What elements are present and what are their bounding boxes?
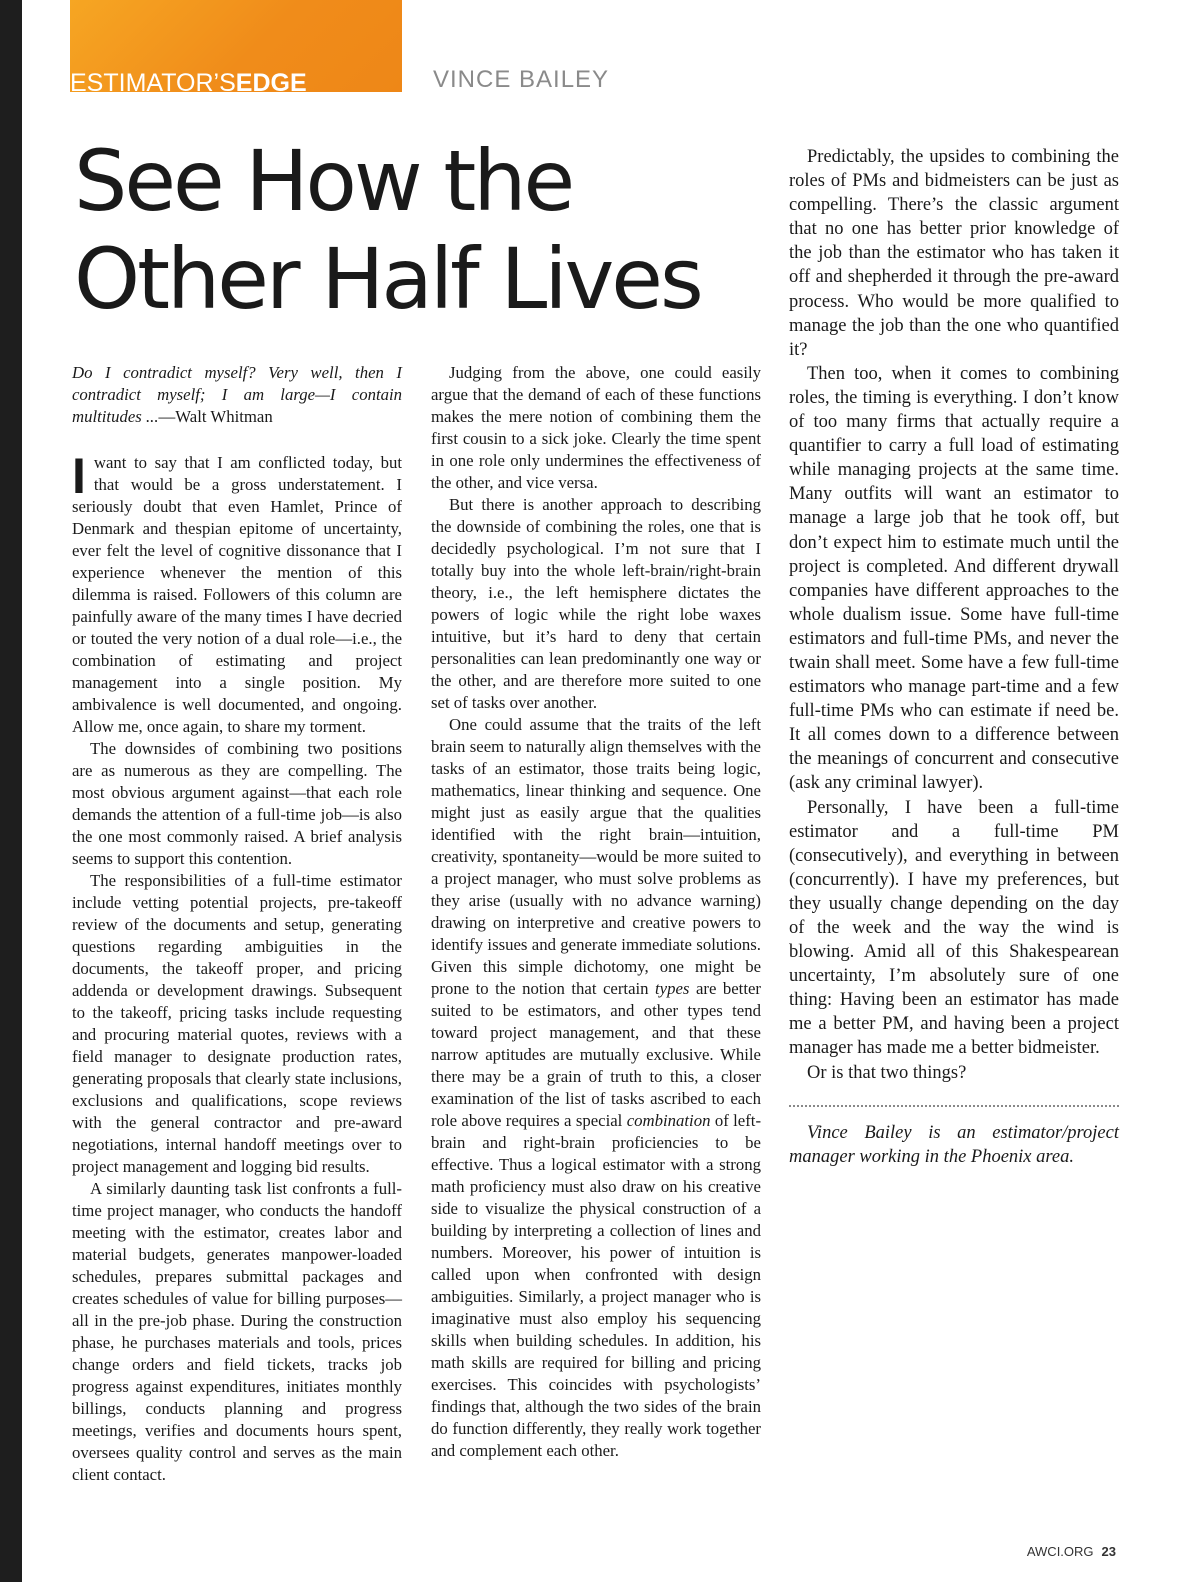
page-footer [1027, 1544, 1116, 1559]
text-column-3 [789, 145, 1119, 1169]
paragraph-7 [431, 714, 761, 1462]
paragraph-4: A similarly daunting task list confronts a full-time project manager, who conducts the handoff meeting with the estimator, creates labor and material budgets, generates manpower-loaded schedules, prepares submittal packages and creates schedules of value for billing purposes—all in the pre-job phase. During the construction phase, he purchases materials and tools, prices change orders and field tickets, tracks job progress against expenditures, initiates monthly billings, conducts planning and progress meetings, verifies and documents hours spent, oversees quality control and serves as the main client contact. [72, 1179, 402, 1484]
epigraph [72, 362, 402, 428]
paragraph-1 [72, 448, 402, 738]
paragraph-2: The downsides of combining two positions are as numerous as they are compelling. The most obvious argument against—that each role demands the attention of a full-time job—is also the one most commonly raised. A brief analysis seems to support this contention. [72, 739, 402, 868]
page-number: 23 [1101, 1544, 1116, 1559]
paragraph-8: Predictably, the upsides to combining the roles of PMs and bidmeisters can be just as compelling. There’s the classic argument that no one has better prior knowledge of the job than the estimator who has taken it off and shepherded it through the pre-award process. Who would be more qualified to manage the job than the one who quantified it? [789, 147, 1119, 360]
paragraph-1-text: want to say that I am conflicted today, but that would be a gross understatement. I seriously doubt that even Hamlet, Prince of Denmark and thespian epitome of uncertainty, ever felt the level of cognitive dissonance that I experience whenever the mention of this dilemma is raised. Followers of this column are painfully aware of the many times I have decried or touted the very notion of a dual role—i.e., the combination of estimating and project management into a single position. My ambivalence is well documented, and ongoing. Allow me, once again, to share my torment. [72, 453, 402, 736]
headline-line2: Other Half Lives [74, 230, 701, 328]
epigraph-attribution: —Walt Whitman [158, 407, 273, 426]
page-edge-bar [0, 0, 22, 1582]
paragraph-7-text-c: of left-brain and right-brain proficiencies to be effective. Thus a logical estimator with a strong math proficiency must also draw on his creative side to visualize the physical construction of a building by interpreting a collection of lines and numbers. Moreover, his power of intuition is called upon when confronted with design ambiguities. Similarly, a project manager who is imaginative must also employ his sequencing skills when building schedules. In addition, his math skills are required for billing and pricing exercises. This coincides with psychologists’ findings that, although the two sides of the brain do function differently, they really work together and complement each other. [431, 1111, 762, 1460]
paragraph-7-text-b: are better suited to be estimators, and other types tend toward project management, and that these narrow aptitudes are mutually exclusive. While there may be a grain of truth to this, a closer examination of the list of tasks ascribed to each role above requires a special [431, 979, 761, 1130]
paragraph-7-text-a: One could assume that the traits of the left brain seem to naturally align themselves with the tasks of an estimator, those traits being logic, mathematics, linear thinking and sequence. One might just as easily argue that the qualities identified with the right brain—intuition, creativity, spontaneity—would be more suited to a project manager, who must solve problems as they arise (usually with no advance warning) drawing on interpretive and creative powers to identify issues and generate immediate solutions. Given this simple dichotomy, one might be prone to the notion that certain [431, 715, 761, 998]
paragraph-7-emphasis-types: types [655, 979, 690, 998]
drop-cap: I [72, 448, 86, 504]
section-label [70, 68, 402, 94]
section-label-part2: EDGE [235, 69, 307, 94]
footer-site: AWCI.ORG [1026, 1544, 1094, 1559]
paragraph-11: Or is that two things? [807, 1062, 967, 1083]
article-headline [74, 132, 754, 328]
headline-line1: See How the [74, 132, 573, 230]
epigraph-quote: Do I contradict myself? Very well, then I contradict myself; I am large—I contain multitudes ... [72, 363, 402, 426]
author-bio: Vince Bailey is an estimator/project manager working in the Phoenix area. [789, 1122, 1119, 1167]
paragraph-5: Judging from the above, one could easily argue that the demand of each of these functions makes the mere notion of combining them the first cousin to a sick joke. Clearly the time spent in one role only undermines the effectiveness of the other, and vice versa. [431, 363, 761, 492]
text-column-1 [72, 362, 402, 1486]
dotted-divider [789, 1105, 1119, 1107]
paragraph-7-emphasis-combination: combination [626, 1111, 711, 1130]
paragraph-6: But there is another approach to describing the downside of combining the roles, one that is decidedly psychological. I’m not sure that I totally buy into the whole left-brain/right-brain theory, i.e., the left hemisphere dictates the powers of logic while the right lobe waxes intuitive, but it’s hard to deny that certain personalities can lean predominantly one way or the other, and are therefore more suited to one set of tasks over another. [431, 495, 761, 712]
paragraph-9: Then too, when it comes to combining roles, the timing is everything. I don’t know of too many firms that actually require a quantifier to carry a full load of estimating while managing projects at the same time. Many outfits will want an estimator to manage a large job that he took off, but don’t expect him to estimate much until the project is completed. And different drywall companies have different approaches to the whole dualism issue. Some have full-time estimators and full-time PMs, and never the twain shall meet. Some have a few full-time estimators who manage part-time and a few full-time PMs who can estimate if need be. It all comes down to a difference between the meanings of concurrent and consecutive (ask any criminal lawyer). [789, 363, 1119, 794]
text-column-2 [431, 362, 761, 1462]
spacer [72, 428, 402, 452]
paragraph-3: The responsibilities of a full-time estimator include vetting potential projects, pre-takeoff review of the documents and setup, generating questions regarding ambiguities in the documents, the takeoff proper, and pricing addenda or development drawings. Subsequent to the takeoff, pricing tasks include requesting and procuring material quotes, reviews with a field manager to designate production rates, generating proposals that clearly state inclusions, exclusions and qualifications, scope reviews with the general contractor and pre-award negotiations, internal handoff meetings over to project management and logging bid results. [72, 871, 402, 1176]
paragraph-10: Personally, I have been a full-time estimator and a full-time PM (consecutively), and everything in between (concurrently). I have my preferences, but they usually change depending on the day of the week and the way the wind is blowing. Amid all of this Shakespearean uncertainty, I’m absolutely sure of one thing: Having been an estimator has made me a better PM, and having been a project manager has made me a better bidmeister. [789, 797, 1119, 1059]
section-label-part1: ESTIMATOR’S [70, 69, 236, 94]
author-byline: VINCE BAILEY [433, 66, 610, 93]
